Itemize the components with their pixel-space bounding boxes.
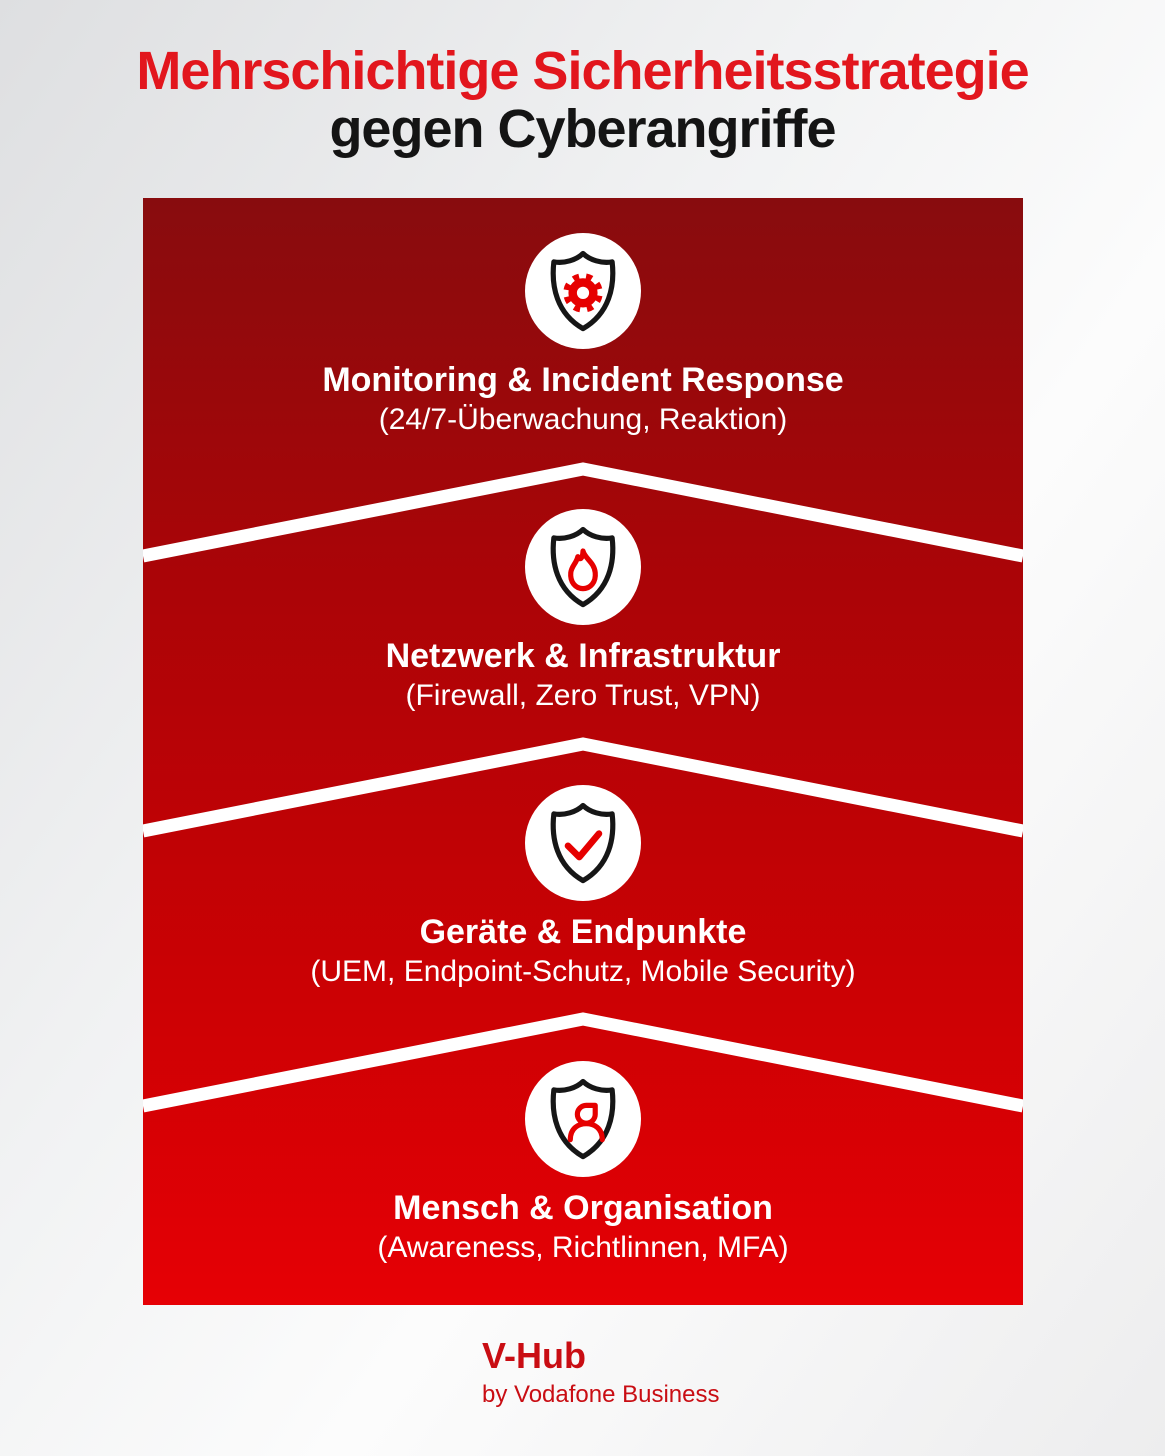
shield-flame-icon [536, 520, 630, 614]
layer-1-subtitle: (24/7-Überwachung, Reaktion) [378, 403, 788, 437]
vodafone-byline: by Vodafone Business [482, 1380, 720, 1408]
layer-2-title: Netzwerk & Infrastruktur [385, 637, 781, 675]
vhub-logo-text: V-Hub [482, 1335, 586, 1376]
shield-person-icon [536, 1072, 630, 1166]
security-layers-panel [143, 198, 1023, 1305]
layer-2-subtitle: (Firewall, Zero Trust, VPN) [405, 679, 761, 713]
layer-2-icon-circle [525, 509, 641, 625]
layer-3-icon-circle [525, 785, 641, 901]
shield-check-icon [536, 796, 630, 890]
layer-devices [143, 785, 1023, 990]
layer-4-title: Mensch & Organisation [393, 1189, 773, 1227]
layer-network [143, 509, 1023, 714]
shield-gear-icon [536, 244, 630, 338]
layer-4-icon-circle [525, 1061, 641, 1177]
brand-footer [482, 1336, 720, 1409]
page-title [0, 42, 1165, 159]
layer-monitoring [143, 233, 1023, 438]
layer-3-subtitle: (UEM, Endpoint-Schutz, Mobile Security) [310, 955, 856, 989]
layer-4-subtitle: (Awareness, Richtlinnen, MFA) [377, 1231, 789, 1265]
page-title-line2: gegen Cyberangriffe [329, 99, 836, 160]
page-title-line1: Mehrschichtige Sicherheitsstrategie [136, 41, 1029, 101]
layer-1-title: Monitoring & Incident Response [322, 361, 844, 399]
layer-people [143, 1061, 1023, 1266]
layer-1-icon-circle [525, 233, 641, 349]
layer-3-title: Geräte & Endpunkte [419, 913, 747, 951]
